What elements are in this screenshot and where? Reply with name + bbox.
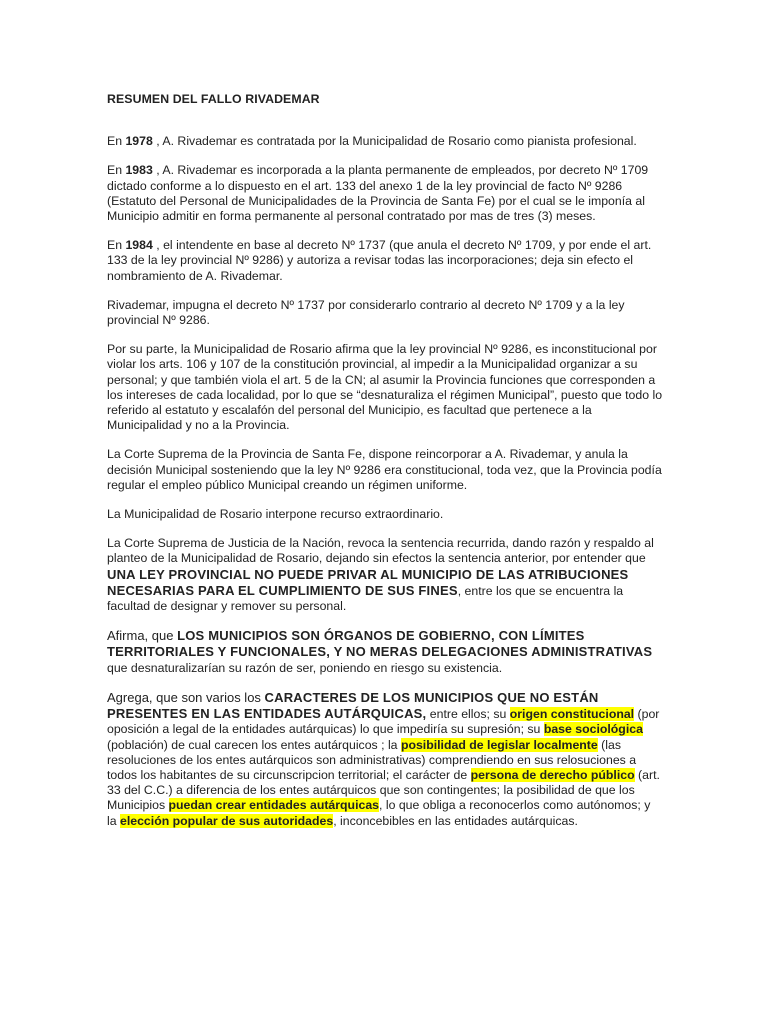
year-1984: 1984: [125, 238, 153, 253]
paragraph-agrega: [107, 690, 663, 829]
highlight-crear-entidades: puedan crear entidades autárquicas: [168, 798, 380, 813]
year-1978: 1978: [125, 134, 153, 149]
text: (art. 33 del C.C.) a diferencia de los entes autárquicos que son contingentes; la posibilidad de que los Municipios: [107, 767, 660, 813]
highlight-eleccion-popular: elección popular de sus autoridades: [120, 813, 334, 828]
paragraph-afirma: [107, 628, 663, 676]
text: , entre los que se encuentra la facultad de designar y remover su personal.: [107, 583, 624, 614]
highlight-origen-constitucional: origen constitucional: [509, 707, 635, 722]
highlight-persona-derecho-publico: persona de derecho público: [470, 767, 635, 782]
paragraph-corte-nacional: [107, 536, 663, 614]
paragraph-1984: [107, 238, 663, 284]
text: En: [107, 163, 126, 178]
document-title: RESUMEN DEL FALLO RIVADEMAR: [107, 92, 320, 106]
text: , inconcebibles en las entidades autárquicas.: [333, 813, 578, 828]
text: (población) de cual carecen los entes autárquicos ; la: [107, 737, 401, 752]
paragraph-municipalidad-afirma: Por su parte, la Municipalidad de Rosario afirma que la ley provincial Nº 9286, es inconstitucional por violar los arts. 106 y 107 de la constitución provincial, al impedir a la Municipalidad organizar a su personal; y que también viola el art. 5 de la CN; al asumir la Provincia funciones que corresponden a los intereses de cada localidad, por lo que se “desnaturaliza el régimen Municipal”, puesto que todo lo referido al estatuto y escalafón del personal del Municipio, es facultad que pertenece a la Municipalidad y no a la Provincia.: [107, 342, 663, 433]
paragraph-impugna: Rivademar, impugna el decreto Nº 1737 por considerarlo contrario al decreto Nº 1709 y a la ley provincial Nº 9286.: [107, 297, 625, 328]
text: que desnaturalizarían su razón de ser, poniendo en riesgo su existencia.: [107, 660, 503, 675]
year-1983: 1983: [125, 163, 153, 178]
text: (por oposición a legal de la entidades autárquicas) lo que impediría su supresión; su: [107, 707, 660, 737]
text: La Corte Suprema de Justicia de la Nación, revoca la sentencia recurrida, dando razón y respaldo al planteo de la Municipalidad de Rosario, dejando sin efectos la sentencia anterior, por entender que: [107, 536, 654, 566]
text: , A. Rivademar es incorporada a la planta permanente de empleados, por decreto Nº 1709 dictado conforme a lo dispuesto en el art. 133 del anexo 1 de la ley provincial de facto Nº 9286 (Estatuto del Personal de Municipalidades de la Provincia de Santa Fe) por el cual se le imponía al Municipio admitir en forma permanente al personal contratado por mas de tres (3) meses.: [107, 163, 649, 224]
text: , A. Rivademar es contratada por la Municipalidad de Rosario como pianista profesional.: [152, 134, 637, 149]
document-page: [107, 92, 663, 843]
paragraph-1978: [107, 134, 663, 149]
text: Agrega, que son varios los: [107, 689, 265, 705]
paragraph-1983: [107, 163, 663, 224]
text: En: [107, 238, 126, 253]
emphasis-caps: UNA LEY PROVINCIAL NO PUEDE PRIVAR AL MUNICIPIO DE LAS ATRIBUCIONES NECESARIAS PARA EL CUMPLIMIENTO DE SUS FINES: [107, 566, 629, 598]
paragraph-corte-provincial: La Corte Suprema de la Provincia de Santa Fe, dispone reincorporar a A. Rivademar, y anula la decisión Municipal sosteniendo que la ley Nº 9286 era constitucional, toda vez, que la Provincia podía regular el empleo público Municipal creando un régimen uniforme.: [107, 447, 662, 492]
text: (las resoluciones de los entes autárquicos son administrativas) comprendiendo en sus relosuciones a todos los habitantes de su circunscripcion territorial; el carácter de: [107, 737, 637, 782]
highlight-base-sociologica: base sociológica: [543, 722, 643, 737]
highlight-posibilidad-legislar: posibilidad de legislar localmente: [400, 737, 598, 752]
text: , el intendente en base al decreto Nº 1737 (que anula el decreto Nº 1709, y por ende el art. 133 de la ley provincial Nº 9286) y autoriza a revisar todas las incorporaciones; deja sin efecto el nombramiento de A. Rivademar.: [107, 238, 652, 283]
text: Afirma, que: [107, 628, 178, 644]
text: entre ellos; su: [426, 707, 510, 722]
emphasis-caps: CARACTERES DE LOS MUNICIPIOS QUE NO ESTÁN PRESENTES EN LAS ENTIDADES AUTÁRQUICAS,: [107, 689, 599, 722]
emphasis-caps: LOS MUNICIPIOS SON ÓRGANOS DE GOBIERNO, CON LÍMITES TERRITORIALES Y FUNCIONALES, Y NO MERAS DELEGACIONES ADMINISTRATIVAS: [107, 628, 653, 660]
text: , lo que obliga a reconocerlos como autónomos; y la: [107, 798, 651, 828]
paragraph-recurso: La Municipalidad de Rosario interpone recurso extraordinario.: [107, 507, 444, 522]
text: En: [107, 134, 126, 149]
